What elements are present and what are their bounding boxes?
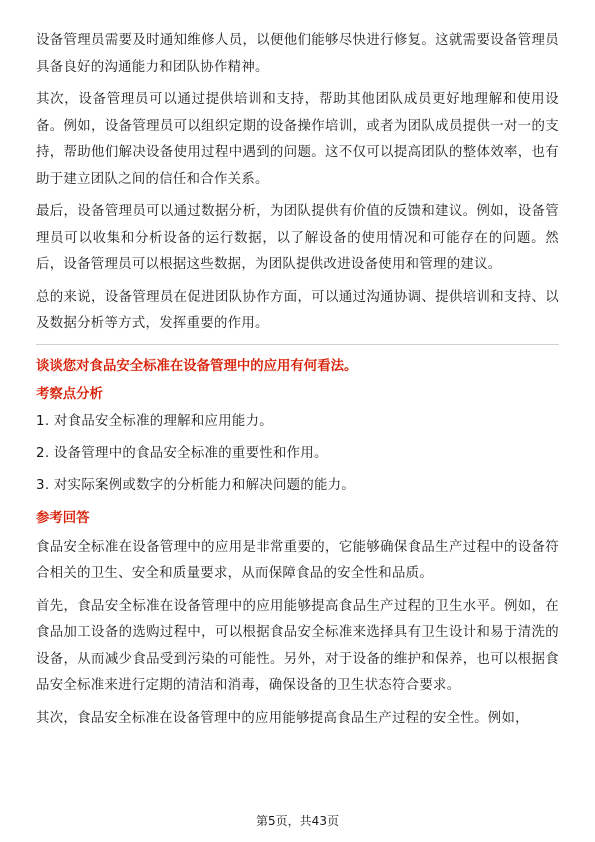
analysis-label: 考察点分析: [36, 386, 103, 402]
answer-label: 参考回答: [36, 510, 90, 526]
answer-paragraph: 首先，食品安全标准在设备管理中的应用能够提高食品生产过程的卫生水平。例如，在食品加工设备的选购过程中，可以根据食品安全标准来选择具有卫生设计和易于清洗的设备，从而减少食品受到污染的可能性。另外，对于设备的维护和保养，也可以根据食品安全标准来进行定期的清洁和消毒，确保设备的卫生状态符合要求。: [36, 598, 559, 693]
intro-paragraph: 总的来说，设备管理员在促进团队协作方面，可以通过沟通协调、提供培训和支持、以及数据分析等方式，发挥重要的作用。: [36, 289, 559, 331]
section-divider: [36, 344, 559, 345]
intro-paragraph: 其次，设备管理员可以通过提供培训和支持，帮助其他团队成员更好地理解和使用设备。例如，设备管理员可以组织定期的设备操作培训，或者为团队成员提供一对一的支持，帮助他们解决设备使用过程中遇到的问题。这不仅可以提高团队的整体效率，也有助于建立团队之间的信任和合作关系。: [36, 92, 559, 187]
answer-paragraph: 其次，食品安全标准在设备管理中的应用能够提高食品生产过程的安全性。例如，: [36, 710, 529, 726]
analysis-point: 3. 对实际案例或数字的分析能力和解决问题的能力。: [36, 477, 356, 493]
question-heading: 谈谈您对食品安全标准在设备管理中的应用有何看法。: [36, 358, 358, 374]
intro-paragraph: 设备管理员需要及时通知维修人员，以便他们能够尽快进行修复。这就需要设备管理员具备良好的沟通能力和团队协作精神。: [36, 33, 559, 75]
analysis-point: 1. 对食品安全标准的理解和应用能力。: [36, 413, 273, 429]
page-footer: 第5页，共43页: [256, 814, 339, 828]
analysis-point: 2. 设备管理中的食品安全标准的重要性和作用。: [36, 445, 328, 461]
answer-paragraph: 食品安全标准在设备管理中的应用是非常重要的，它能够确保食品生产过程中的设备符合相关的卫生、安全和质量要求，从而保障食品的安全性和品质。: [36, 539, 559, 581]
page-content: [36, 28, 559, 738]
intro-paragraph: 最后，设备管理员可以通过数据分析，为团队提供有价值的反馈和建议。例如，设备管理员可以收集和分析设备的运行数据，以了解设备的使用情况和可能存在的问题。然后，设备管理员可以根据这些数据，为团队提供改进设备使用和管理的建议。: [36, 204, 559, 272]
